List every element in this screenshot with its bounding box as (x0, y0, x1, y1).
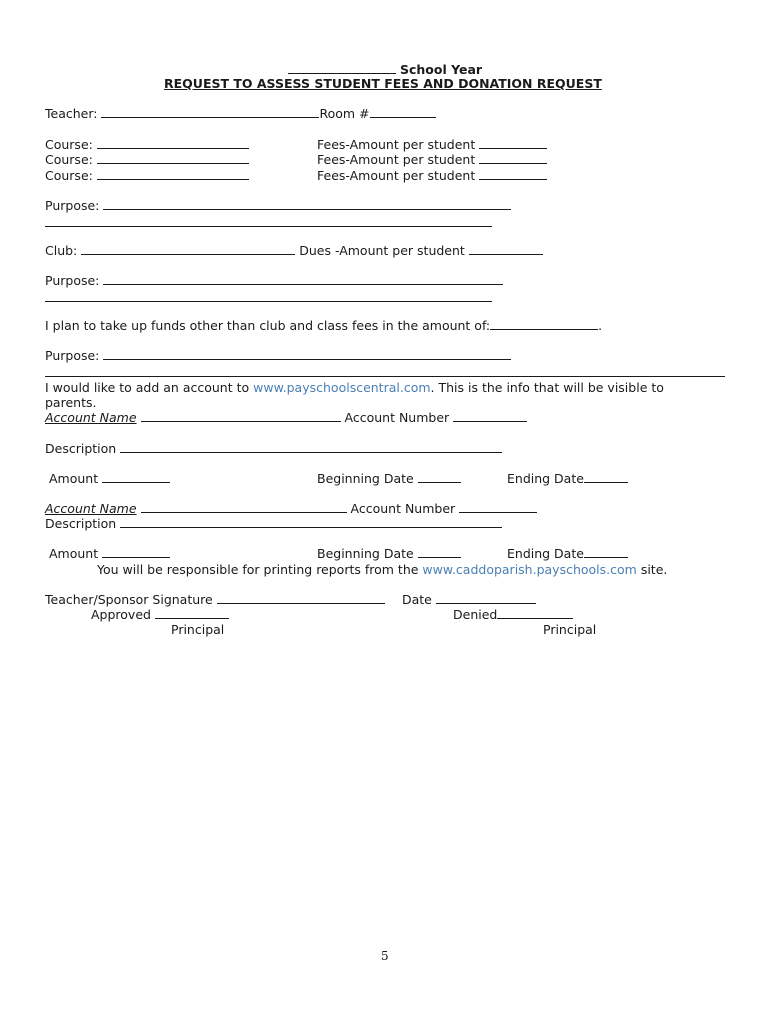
principal-right-label: Principal (543, 622, 597, 637)
page-number: 5 (381, 949, 389, 963)
purpose-label: Purpose: (45, 348, 100, 363)
account-name-label: Account Name (45, 410, 137, 425)
purpose-label: Purpose: (45, 198, 100, 213)
ending-date-field[interactable] (584, 471, 628, 483)
reports-note-text-end: site. (636, 562, 668, 577)
amount-field[interactable] (102, 546, 170, 558)
account-name-field[interactable] (141, 501, 347, 513)
course-row-3 (45, 168, 249, 183)
account2-name-row (45, 501, 537, 516)
course-field[interactable] (97, 137, 249, 149)
purpose-row-1 (45, 198, 511, 213)
fees-row-2 (317, 152, 547, 167)
fees-row-3 (317, 168, 547, 183)
denied-row (453, 607, 573, 622)
account1-amount-row (49, 471, 170, 486)
course-field[interactable] (97, 168, 249, 180)
account2-end-row (507, 546, 628, 561)
denied-label: Denied (453, 607, 498, 622)
signature-row (45, 592, 385, 607)
date-row (402, 592, 536, 607)
fees-label: Fees-Amount per student (317, 152, 476, 167)
purpose-row-3 (45, 348, 511, 363)
ending-date-label: Ending Date (507, 471, 584, 486)
reports-note (97, 562, 667, 577)
teacher-field[interactable] (101, 106, 319, 118)
account-intro-text-end: . This is the info that will be visible to (430, 380, 664, 395)
amount-label: Amount (49, 471, 99, 486)
amount-field[interactable] (102, 471, 170, 483)
club-row (45, 243, 543, 258)
school-year-label: School Year (399, 62, 483, 77)
other-funds-row (45, 318, 602, 333)
course-label: Course: (45, 152, 93, 167)
fees-row-1 (317, 137, 547, 152)
other-funds-field[interactable] (490, 318, 598, 330)
ending-date-label: Ending Date (507, 546, 584, 561)
description-label: Description (45, 516, 117, 531)
purpose-row-2 (45, 273, 503, 288)
fees-label: Fees-Amount per student (317, 137, 476, 152)
account1-end-row (507, 471, 628, 486)
fees-field[interactable] (479, 137, 547, 149)
caddoparish-link[interactable]: www.caddoparish.payschools.com (422, 562, 637, 577)
fees-field[interactable] (479, 168, 547, 180)
description-field[interactable] (120, 441, 502, 453)
purpose-continuation-line[interactable] (45, 301, 492, 302)
account2-amount-row (49, 546, 170, 561)
amount-label: Amount (49, 546, 99, 561)
account2-description-row (45, 516, 502, 531)
room-field[interactable] (370, 106, 436, 118)
dues-field[interactable] (469, 243, 543, 255)
school-year-line (288, 62, 482, 77)
room-label: Room # (319, 106, 370, 121)
section-divider (45, 376, 725, 377)
account-number-label: Account Number (350, 501, 456, 516)
approved-label: Approved (91, 607, 151, 622)
teacher-label: Teacher: (45, 106, 98, 121)
beginning-date-field[interactable] (418, 546, 461, 558)
sponsor-signature-label: Teacher/Sponsor Signature (45, 592, 213, 607)
date-label: Date (402, 592, 432, 607)
account-intro-line2: parents. (45, 395, 97, 410)
other-funds-period: . (598, 318, 603, 333)
form-title: REQUEST TO ASSESS STUDENT FEES AND DONATION REQUEST (164, 76, 602, 91)
club-label: Club: (45, 243, 78, 258)
account-name-label: Account Name (45, 501, 137, 516)
account-number-field[interactable] (459, 501, 537, 513)
other-funds-label: I plan to take up funds other than club and class fees in the amount of: (45, 318, 491, 333)
account1-begin-row (317, 471, 461, 486)
account2-begin-row (317, 546, 461, 561)
club-field[interactable] (81, 243, 295, 255)
teacher-row (45, 106, 436, 121)
school-year-blank[interactable] (288, 62, 396, 74)
denied-field[interactable] (497, 607, 573, 619)
course-row-1 (45, 137, 249, 152)
purpose-continuation-line[interactable] (45, 226, 492, 227)
reports-note-text: You will be responsible for printing reports from the (97, 562, 423, 577)
account-intro-text: I would like to add an account to (45, 380, 254, 395)
description-label: Description (45, 441, 117, 456)
course-label: Course: (45, 168, 93, 183)
beginning-date-field[interactable] (418, 471, 461, 483)
date-field[interactable] (436, 592, 536, 604)
payschoolscentral-link[interactable]: www.payschoolscentral.com (253, 380, 431, 395)
principal-left-label: Principal (171, 622, 225, 637)
account-number-field[interactable] (453, 410, 527, 422)
approved-row (91, 607, 229, 622)
approved-field[interactable] (155, 607, 229, 619)
description-field[interactable] (120, 516, 502, 528)
course-row-2 (45, 152, 249, 167)
fees-field[interactable] (479, 152, 547, 164)
beginning-date-label: Beginning Date (317, 471, 414, 486)
purpose-field[interactable] (103, 273, 503, 285)
ending-date-field[interactable] (584, 546, 628, 558)
account-intro (45, 380, 664, 395)
course-field[interactable] (97, 152, 249, 164)
course-label: Course: (45, 137, 93, 152)
purpose-field[interactable] (103, 348, 511, 360)
account-name-field[interactable] (141, 410, 341, 422)
account-number-label: Account Number (344, 410, 450, 425)
purpose-label: Purpose: (45, 273, 100, 288)
sponsor-signature-field[interactable] (217, 592, 385, 604)
purpose-field[interactable] (103, 198, 511, 210)
dues-label: Dues -Amount per student (299, 243, 465, 258)
account1-description-row (45, 441, 502, 456)
account1-name-row (45, 410, 527, 425)
fees-label: Fees-Amount per student (317, 168, 476, 183)
beginning-date-label: Beginning Date (317, 546, 414, 561)
